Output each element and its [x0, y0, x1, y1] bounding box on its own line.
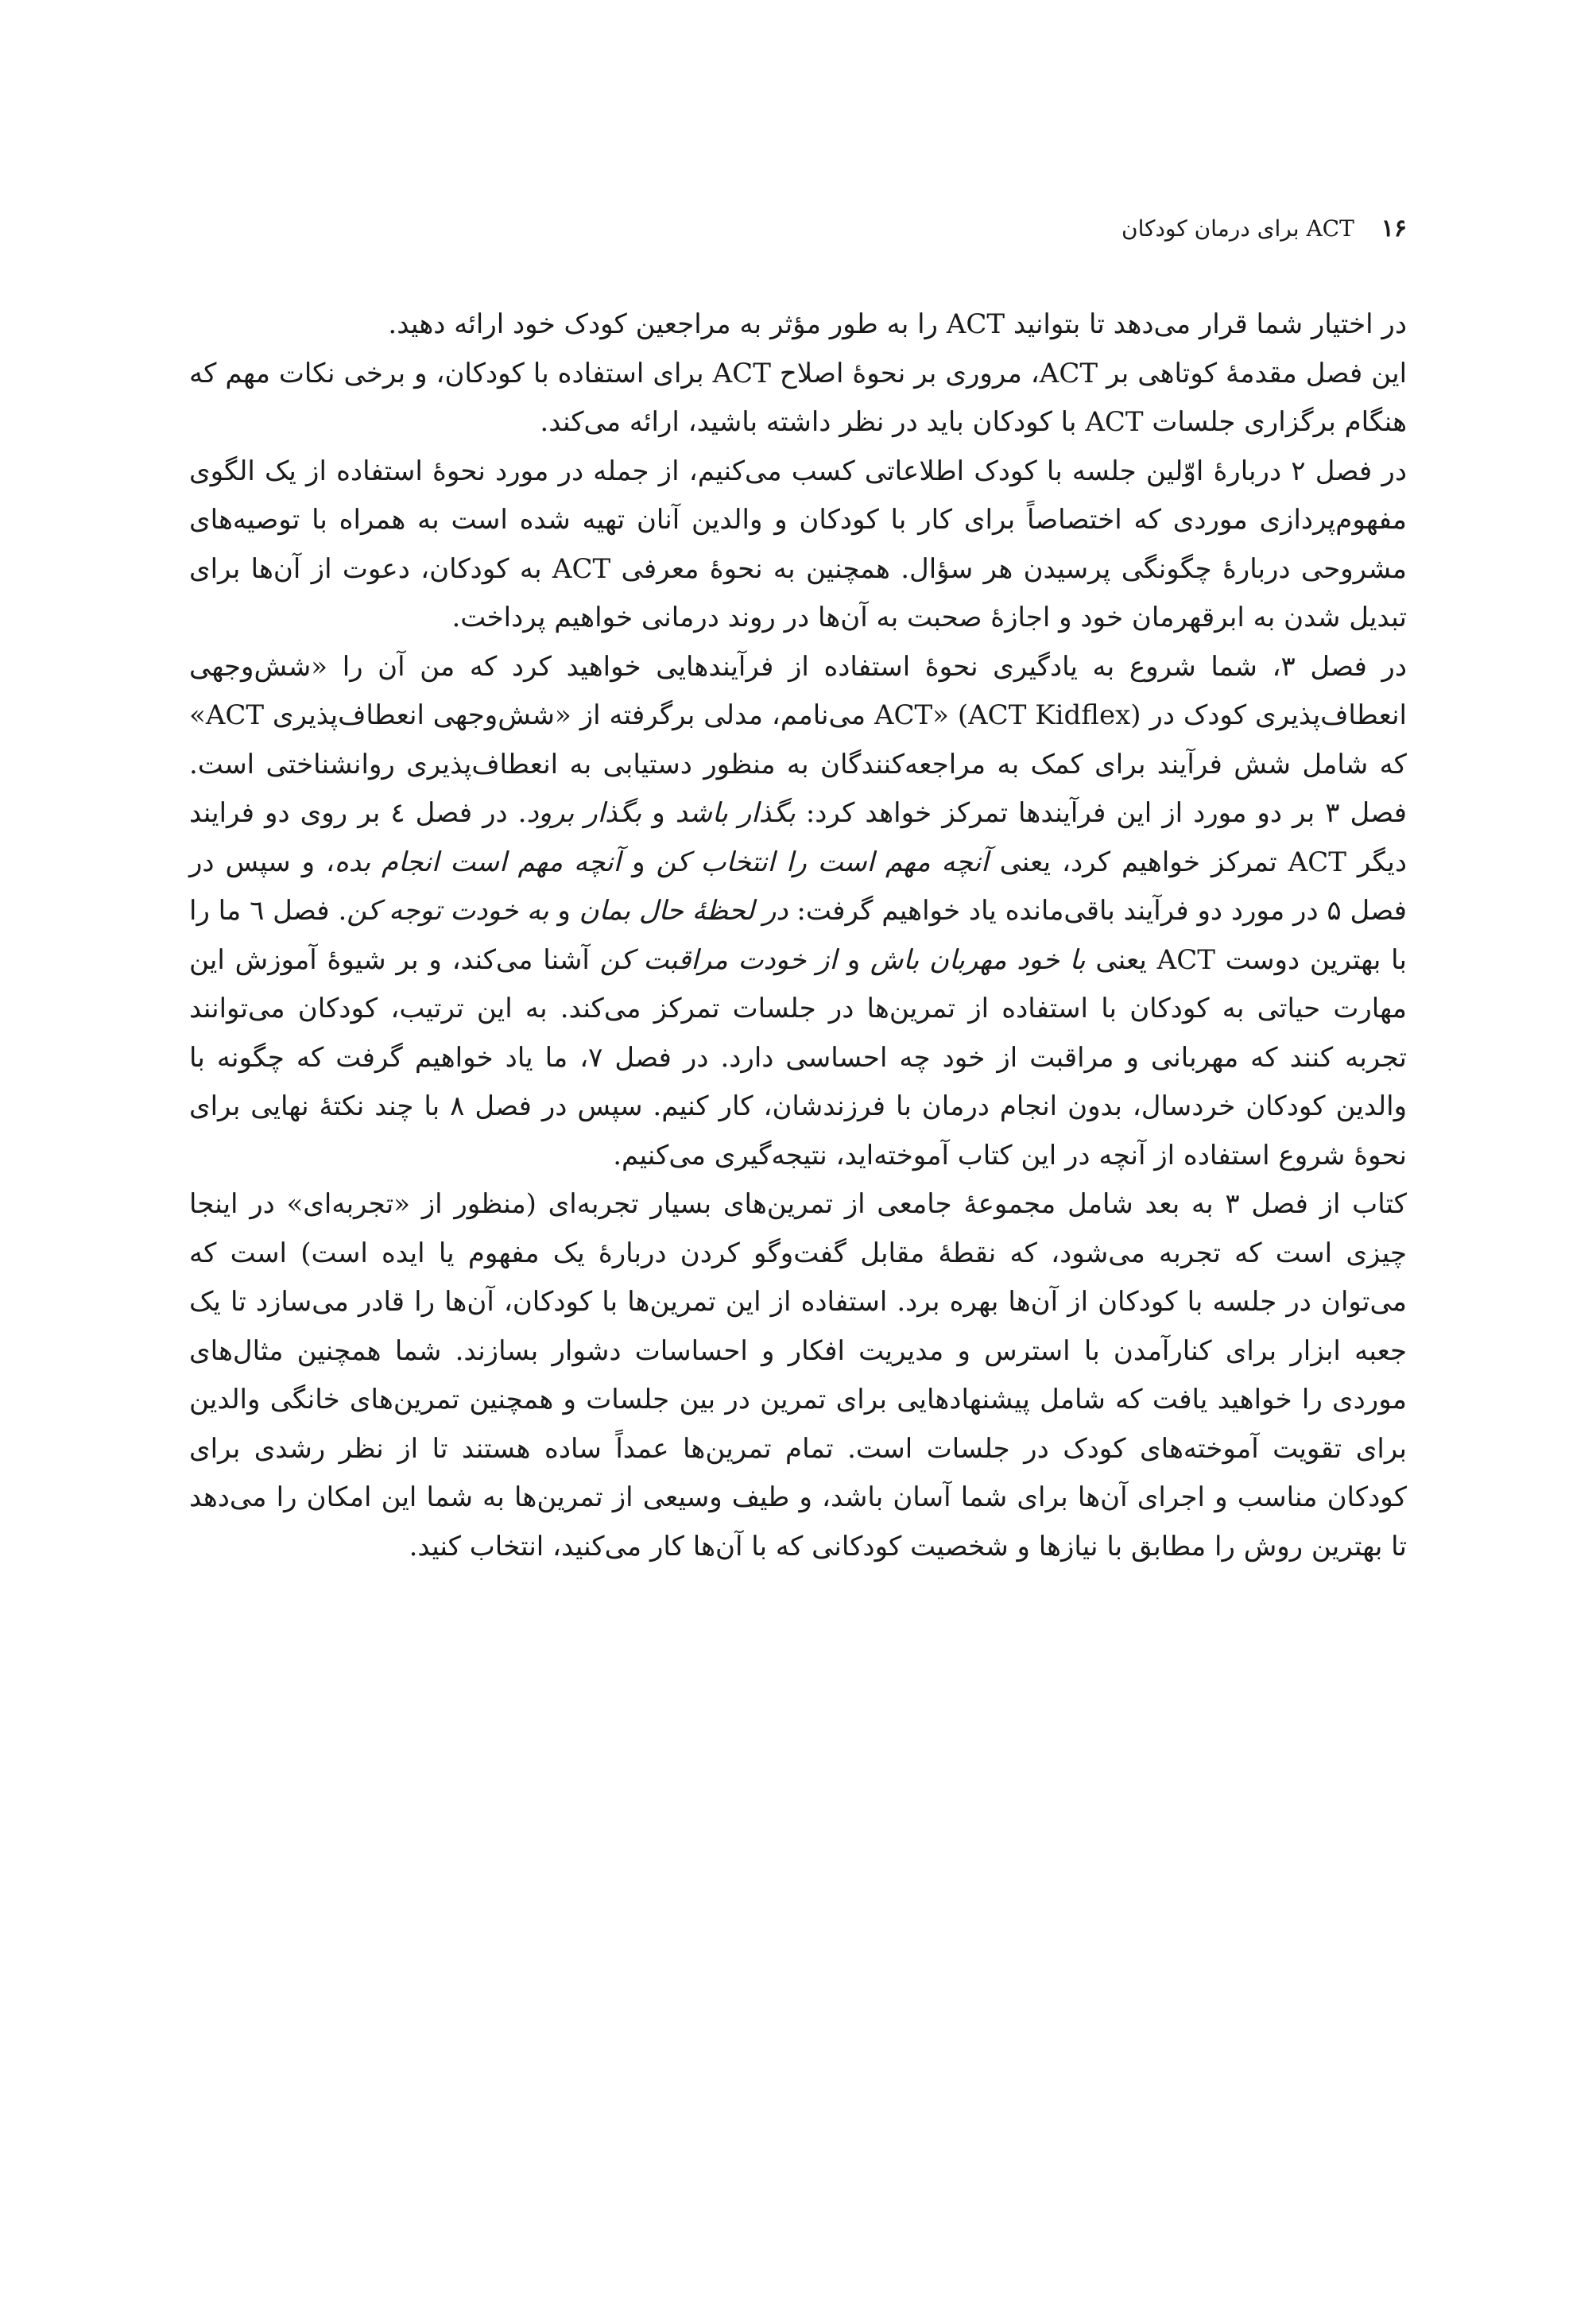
text-run: . در فصل ٤ بر روی دو فرایند دیگر ACT تمرکز خواهیم کرد، یعنی	[189, 797, 1407, 878]
emphasized-text: آنچه مهم است را انتخاب کن	[656, 846, 989, 878]
body-text	[189, 300, 1407, 1571]
text-run: این فصل مقدمهٔ کوتاهی بر ACT، مروری بر نحوهٔ اصلاح ACT برای استفاده با کودکان، و برخی نکات مهم که هنگام برگزاری جلسات ACT با کودکان باید در نظر داشته باشید، ارائه می‌کند.	[189, 357, 1408, 438]
running-head	[1121, 213, 1407, 245]
paragraph	[189, 1180, 1407, 1571]
text-run: در اختیار شما قرار می‌دهد تا بتوانید ACT را به طور مؤثر به مراجعین کودک خود ارائه دهید.	[388, 308, 1407, 340]
emphasized-text: با خود مهربان باش	[870, 943, 1086, 976]
text-run: و	[641, 797, 676, 829]
paragraph	[189, 350, 1407, 447]
text-run: . فصل ٦ ما را با بهترین دوست ACT یعنی	[189, 895, 1408, 976]
text-run: آشنا می‌کند، و بر شیوهٔ آموزش این مهارت حیاتی به کودکان با استفاده از تمرین‌ها در جلسات تمرکز می‌کند. به این ترتیب، کودکان می‌توانند تجربه کنند که مهربانی و مراقبت از خود چه احساسی دارد. در فصل ۷، ما یاد خواهیم گرفت که چگونه با والدین کودکان خردسال، بدون انجام درمان با فرزندشان، کار کنیم. سپس در فصل ۸ با چند نکتهٔ نهایی برای نحوهٔ شروع استفاده از آنچه در این کتاب آموخته‌اید، نتیجه‌گیری می‌کنیم.	[189, 943, 1407, 1171]
text-run: ، و سپس در فصل ۵ در مورد دو فرآیند باقی‌مانده یاد خواهیم گرفت:	[189, 846, 1407, 927]
emphasized-text: به خودت توجه کن	[347, 895, 549, 927]
paragraph	[189, 447, 1407, 643]
paragraph	[189, 300, 1407, 350]
text-run: در فصل ۲ دربارهٔ اوّلین جلسه با کودک اطلاعاتی کسب می‌کنیم، از جمله در مورد نحوهٔ استفاده از یک الگوی مفهوم‌پردازی موردی که اختصاصاً برای کار با کودکان و والدین آنان تهیه شده است به همراه با توصیه‌های مشروحی دربارهٔ چگونگی پرسیدن هر سؤال. همچنین به نحوهٔ معرفی ACT به کودکان، دعوت از آن‌ها برای تبدیل شدن به ابرقهرمان خود و اجازهٔ صحبت به آن‌ها در روند درمانی خواهیم پرداخت.	[189, 455, 1407, 633]
text-run: و	[621, 846, 657, 878]
emphasized-text: بگذار برود	[526, 797, 642, 829]
text-run: کتاب از فصل ۳ به بعد شامل مجموعهٔ جامعی از تمرین‌های بسیار تجربه‌ای (منظور از «تجربه‌ای» در اینجا چیزی است که تجربه می‌شود، که نقطهٔ مقابل گفت‌وگو کردن دربارهٔ یک مفهوم یا ایده است) است که می‌توان در جلسه با کودکان از آن‌ها بهره برد. استفاده از این تمرین‌ها با کودکان، آن‌ها را قادر می‌سازد تا یک جعبه ابزار برای کنارآمدن با استرس و مدیریت افکار و احساسات دشوار بسازند. شما همچنین مثال‌های موردی را خواهید یافت که شامل پیشنهادهایی برای تمرین در بین جلسات و همچنین تمرین‌های خانگی والدین برای تقویت آموخته‌های کودک در جلسات است. تمام تمرین‌ها عمداً ساده هستند تا از نظر رشدی برای کودکان مناسب و اجرای آن‌ها برای شما آسان باشد، و طیف وسیعی از تمرین‌ها به شما این امکان را می‌دهد تا بهترین روش را مطابق با نیازها و شخصیت کودکانی که با آن‌ها کار می‌کنید، انتخاب کنید.	[189, 1188, 1407, 1562]
text-run: و	[836, 943, 870, 976]
paragraph	[189, 643, 1407, 1181]
text-run: در فصل ۳، شما شروع به یادگیری نحوهٔ استفاده از فرآیندهایی خواهید کرد که من آن را «شش‌وجهی انعطاف‌پذیری کودک در ACT» (ACT Kidflex) می‌نامم، مدلی برگرفته از «شش‌وجهی انعطاف‌پذیری ACT» که شامل شش فرآیند برای کمک به مراجعه‌کنندگان به منظور دستیابی به انعطاف‌پذیری روانشناختی است. فصل ۳ بر دو مورد از این فرآیندها تمرکز خواهد کرد:	[189, 650, 1407, 829]
emphasized-text: در لحظهٔ حال بمان	[579, 895, 788, 927]
emphasized-text: آنچه مهم است انجام بده	[334, 846, 622, 878]
running-head-title: ACT برای درمان کودکان	[1121, 215, 1354, 242]
text-run: و	[548, 895, 579, 927]
page-number: ۱۶	[1381, 215, 1407, 242]
emphasized-text: از خودت مراقبت کن	[599, 943, 837, 976]
emphasized-text: بگذار باشد	[675, 797, 796, 829]
